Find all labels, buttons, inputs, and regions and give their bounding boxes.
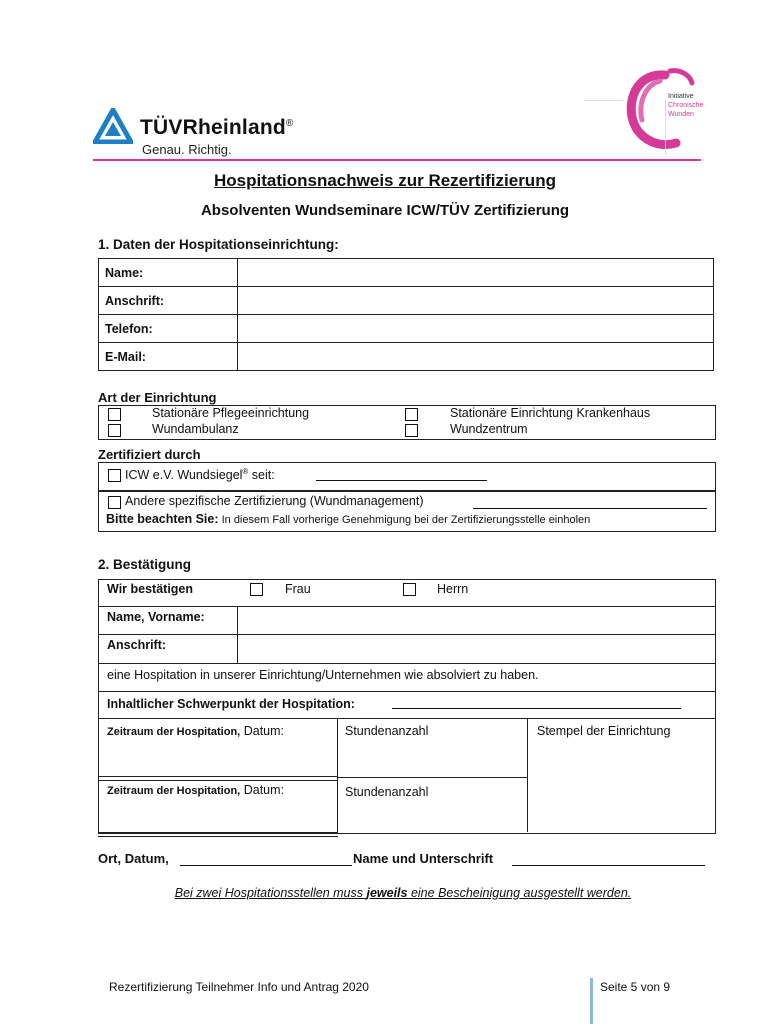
checkbox-icw[interactable] bbox=[108, 469, 121, 482]
zeitraum1-label bbox=[107, 724, 284, 738]
fullname-label: Name, Vorname: bbox=[107, 610, 205, 624]
two-stations-note bbox=[0, 886, 770, 900]
schwerpunkt-line[interactable] bbox=[392, 708, 681, 709]
zeitraum1-datum: Datum: bbox=[240, 724, 285, 738]
option-krankenhaus: Stationäre Einrichtung Krankenhaus bbox=[450, 406, 651, 420]
section1-heading: 1. Daten der Hospitationseinrichtung: bbox=[98, 237, 339, 252]
institution-table bbox=[98, 258, 714, 371]
signature-label: Name und Unterschrift bbox=[353, 851, 494, 866]
s2-address-field[interactable] bbox=[238, 635, 714, 662]
checkbox-herr[interactable] bbox=[403, 583, 416, 596]
ort-datum-label: Ort, Datum, bbox=[98, 851, 169, 866]
checkbox-wundambulanz[interactable] bbox=[108, 424, 121, 437]
page-title: Hospitationsnachweis zur Rezertifizierung bbox=[214, 171, 556, 190]
brand-logo-text bbox=[140, 116, 293, 140]
s2-address-label: Anschrift: bbox=[107, 638, 167, 652]
zeitraum2-bold: Zeitraum der Hospitation, bbox=[107, 785, 241, 797]
schwerpunkt-label: Inhaltlicher Schwerpunkt der Hospitation: bbox=[107, 697, 355, 711]
fullname-field[interactable] bbox=[238, 607, 714, 634]
phone-label: Telefon: bbox=[99, 315, 238, 343]
checkbox-frau[interactable] bbox=[250, 583, 263, 596]
row-divider-5 bbox=[98, 718, 716, 719]
col-divider-2 bbox=[527, 718, 528, 778]
initiative-line-2: Chronische bbox=[668, 102, 704, 109]
initiative-line-3: Wunden bbox=[668, 111, 694, 118]
email-field[interactable] bbox=[238, 343, 714, 371]
zert-note-bold: Bitte beachten Sie: bbox=[106, 512, 219, 526]
page-subtitle: Absolventen Wundseminare ICW/TÜV Zertifizierung bbox=[200, 202, 570, 219]
icw-registered: ® bbox=[242, 467, 249, 476]
phone-field[interactable] bbox=[238, 315, 714, 343]
col-divider-3 bbox=[527, 777, 528, 832]
brand-name: TÜVRheinland bbox=[140, 116, 286, 139]
brand-tagline: Genau. Richtig. bbox=[142, 142, 232, 157]
icw-label bbox=[125, 467, 275, 482]
footer-divider bbox=[590, 978, 593, 1024]
icw-text: ICW e.V. Wundsiegel bbox=[125, 468, 243, 483]
zeitraum-double-rule-2 bbox=[98, 832, 338, 837]
icw-suffix: seit: bbox=[248, 468, 275, 483]
note-bold: jeweils bbox=[366, 886, 408, 900]
zeitraum-double-rule-1 bbox=[98, 776, 338, 781]
stempel-label: Stempel der Einrichtung bbox=[537, 724, 671, 738]
name-label: Name: bbox=[99, 259, 238, 287]
note-pre: Bei zwei Hospitationsstellen muss bbox=[174, 886, 367, 900]
checkbox-wundzentrum[interactable] bbox=[405, 424, 418, 437]
footer-left: Rezertifizierung Teilnehmer Info und Antrag 2020 bbox=[109, 980, 369, 994]
zert-note-text: In diesem Fall vorherige Genehmigung bei der Zertifizierungsstelle einholen bbox=[218, 514, 591, 526]
signature-line[interactable] bbox=[512, 865, 705, 866]
option-wundambulanz: Wundambulanz bbox=[152, 422, 239, 436]
initiative-rule bbox=[585, 100, 625, 101]
initiative-vrule bbox=[665, 100, 666, 155]
zeitraum1-bold: Zeitraum der Hospitation, bbox=[107, 726, 241, 738]
tuv-triangle-logo bbox=[93, 108, 133, 144]
section2-heading: 2. Bestätigung bbox=[98, 557, 192, 572]
option-wundzentrum: Wundzentrum bbox=[450, 422, 528, 436]
initiative-text bbox=[668, 92, 703, 119]
address-label: Anschrift: bbox=[99, 287, 238, 315]
note-post: eine Bescheinigung ausgestellt werden. bbox=[407, 886, 632, 900]
checkbox-pflege[interactable] bbox=[108, 408, 121, 421]
andere-line[interactable] bbox=[473, 508, 707, 509]
zert-heading: Zertifiziert durch bbox=[98, 447, 201, 462]
zeitraum2-datum: Datum: bbox=[240, 783, 285, 797]
frau-label: Frau bbox=[285, 582, 311, 596]
ort-datum-line[interactable] bbox=[180, 865, 352, 866]
initiative-line-1: Initiative bbox=[668, 93, 694, 100]
art-heading: Art der Einrichtung bbox=[98, 390, 217, 405]
statement-text: eine Hospitation in unserer Einrichtung/Unternehmen wie absolviert zu haben. bbox=[107, 668, 539, 682]
footer-page: Seite 5 von 9 bbox=[600, 980, 671, 994]
row-divider-6 bbox=[337, 777, 528, 778]
andere-label: Andere spezifische Zertifizierung (Wundmanagement) bbox=[125, 494, 424, 508]
checkbox-krankenhaus[interactable] bbox=[405, 408, 418, 421]
col-divider-1 bbox=[337, 718, 338, 832]
zeitraum2-label bbox=[107, 783, 284, 797]
row-divider-3 bbox=[98, 663, 716, 664]
herr-label: Herrn bbox=[437, 582, 469, 596]
option-pflege: Stationäre Pflegeeinrichtung bbox=[152, 406, 310, 420]
row-divider-4 bbox=[98, 691, 716, 692]
address-field[interactable] bbox=[238, 287, 714, 315]
checkbox-andere[interactable] bbox=[108, 496, 121, 509]
name-field[interactable] bbox=[238, 259, 714, 287]
zert-note bbox=[106, 512, 590, 526]
icw-since-line[interactable] bbox=[316, 480, 487, 481]
header-divider bbox=[93, 159, 701, 161]
wir-label: Wir bestätigen bbox=[107, 582, 194, 596]
stunden2-label: Stundenanzahl bbox=[345, 785, 429, 799]
email-label: E-Mail: bbox=[99, 343, 238, 371]
brand-registered: ® bbox=[285, 118, 294, 129]
stunden1-label: Stundenanzahl bbox=[345, 724, 429, 738]
